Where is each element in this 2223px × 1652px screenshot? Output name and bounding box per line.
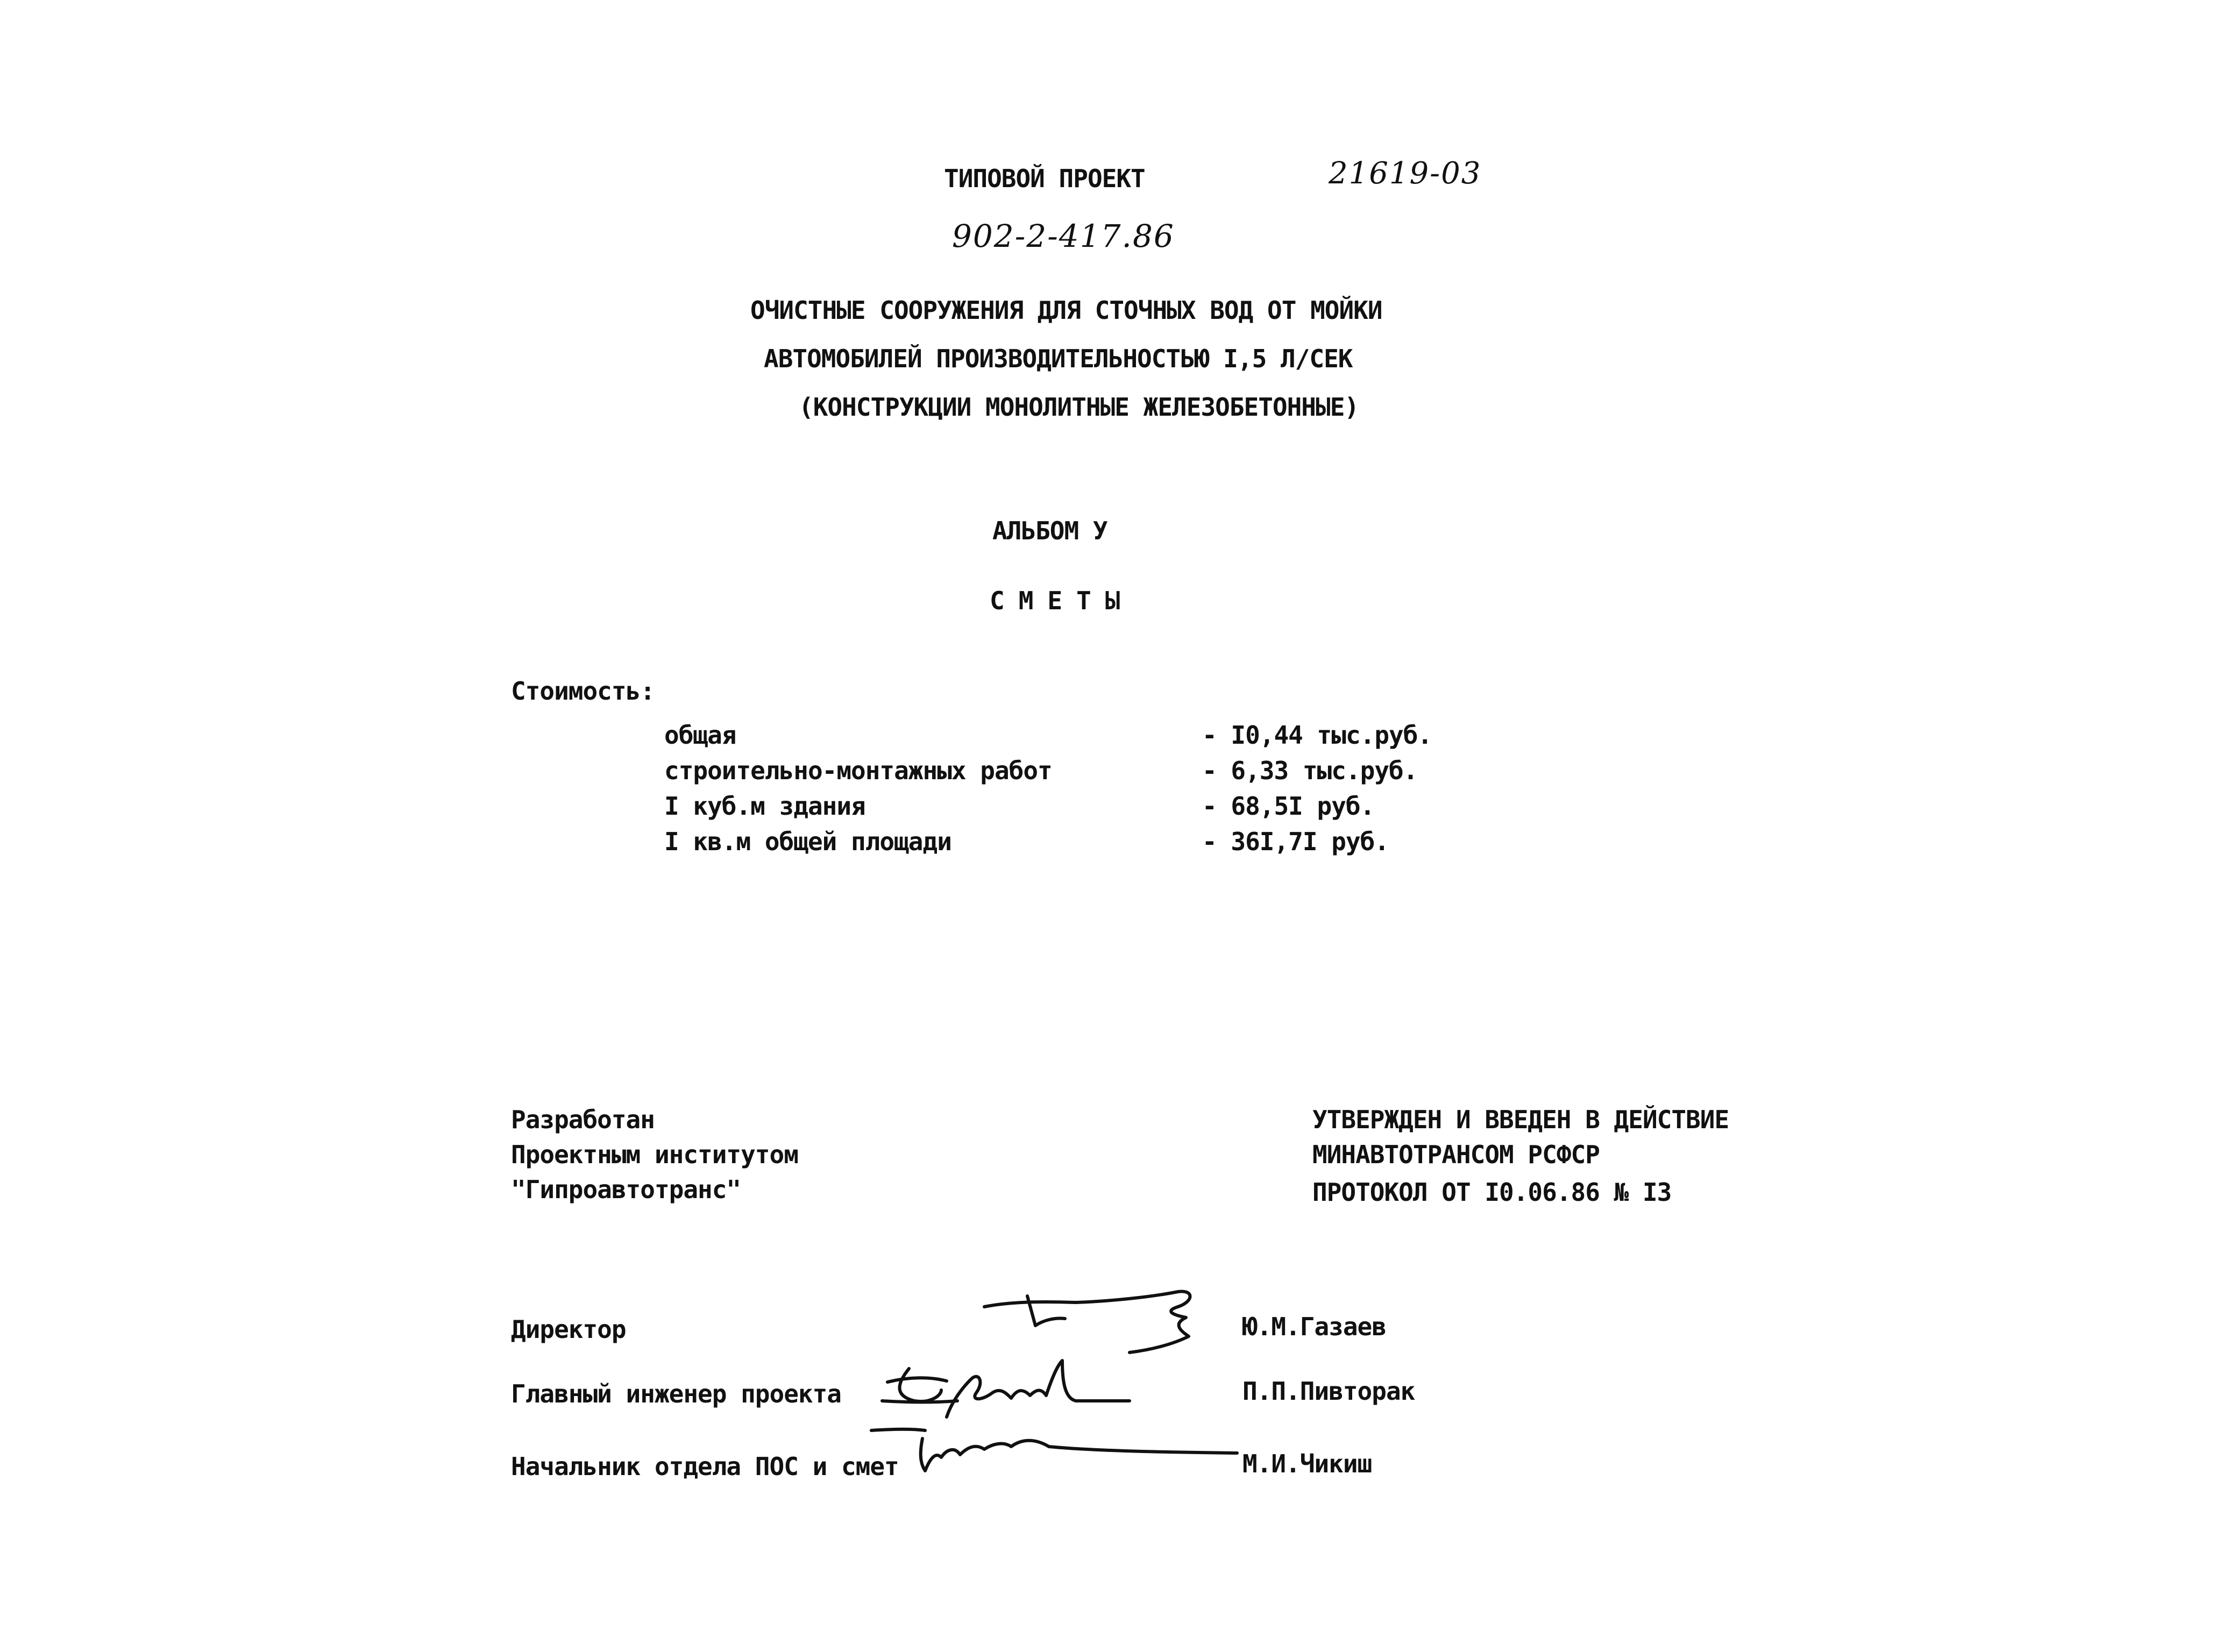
title-line-3: (КОНСТРУКЦИИ МОНОЛИТНЫЕ ЖЕЛЕЗОБЕТОННЫЕ) xyxy=(799,393,1359,422)
signatory-role: Директор xyxy=(511,1315,626,1344)
project-code: 902-2-417.86 xyxy=(952,218,1175,254)
signature-stroke xyxy=(900,1369,942,1401)
handwritten-signatures xyxy=(850,1285,1280,1511)
approval-line-3: ПРОТОКОЛ ОТ I0.06.86 № I3 xyxy=(1312,1178,1672,1207)
cost-row xyxy=(664,827,1525,863)
signature-stroke xyxy=(871,1429,925,1430)
cost-heading: Стоимость: xyxy=(511,677,655,706)
album-subtitle: СМЕТЫ xyxy=(990,586,1134,615)
signatory-name: П.П.Пивторак xyxy=(1242,1377,1415,1406)
cost-value: - 6,33 тыс.руб. xyxy=(1202,756,1418,785)
signature-stroke xyxy=(882,1401,957,1402)
cost-label: I куб.м здания xyxy=(664,792,865,821)
project-type: ТИПОВОЙ ПРОЕКТ xyxy=(944,164,1145,193)
project-number: 21619-03 xyxy=(1329,156,1482,191)
signature-stroke xyxy=(887,1378,947,1382)
signature-stroke xyxy=(947,1361,1130,1417)
signatory-name: Ю.М.Газаев xyxy=(1242,1312,1386,1341)
cost-row xyxy=(664,721,1525,756)
cost-row xyxy=(664,756,1525,792)
signatory-name: М.И.Чикиш xyxy=(1242,1449,1372,1478)
cost-label: I кв.м общей площади xyxy=(664,827,951,856)
cost-row xyxy=(664,792,1525,827)
title-line-1: ОЧИСТНЫЕ СООРУЖЕНИЯ ДЛЯ СТОЧНЫХ ВОД ОТ МОЙКИ xyxy=(750,296,1382,325)
signature-stroke xyxy=(1076,1292,1190,1352)
title-line-2: АВТОМОБИЛЕЙ ПРОИЗВОДИТЕЛЬНОСТЬЮ I,5 Л/СЕК xyxy=(764,344,1353,373)
cost-table xyxy=(664,721,1525,863)
approval-line-2: МИНАВТОТРАНСОМ РСФСР xyxy=(1312,1140,1600,1169)
cost-value: - I0,44 тыс.руб. xyxy=(1202,721,1432,750)
developer-line-1: Разработан xyxy=(511,1105,655,1134)
signatory-role: Главный инженер проекта xyxy=(511,1379,841,1408)
approval-line-1: УТВЕРЖДЕН И ВВЕДЕН В ДЕЙСТВИЕ xyxy=(1312,1105,1729,1134)
album-label: АЛЬБОМ У xyxy=(992,516,1107,545)
cost-label: строительно-монтажных работ xyxy=(664,756,1052,785)
developer-line-3: "Гипроавтотранс" xyxy=(511,1175,741,1204)
developer-line-2: Проектным институтом xyxy=(511,1140,798,1169)
signatory-role: Начальник отдела ПОС и смет xyxy=(511,1452,899,1481)
signature-stroke xyxy=(921,1439,1237,1471)
cost-value: - 68,5I руб. xyxy=(1202,792,1375,821)
cost-label: общая xyxy=(664,721,736,750)
cost-value: - 36I,7I руб. xyxy=(1202,827,1389,856)
